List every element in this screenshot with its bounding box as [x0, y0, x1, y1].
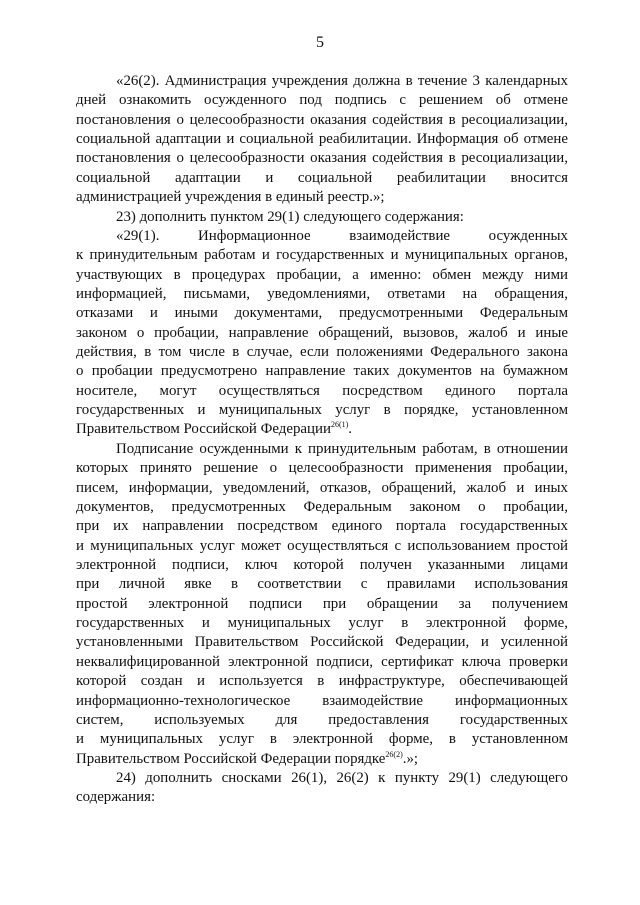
text-line: государственных и муниципальных услуг в порядке, установленном — [76, 402, 568, 419]
text-line: к принудительным работам и государственных и муниципальных органов, — [76, 247, 568, 264]
text-line: и муниципальных услуг может осуществляться с использованием простой — [76, 537, 568, 554]
text-line: постановления о целесообразности оказания содействия в ресоциализации, — [76, 111, 568, 128]
footnote-ref: 26(1) — [330, 420, 349, 430]
text-line: установленными Правительством Российской Федерации, и усиленной — [76, 634, 568, 651]
footnote-ref: 26(2) — [385, 749, 403, 759]
text-line: дней ознакомить осужденного под подпись с решением об отмене — [76, 92, 568, 109]
text-line: информацией, письмами, уведомлениями, ответами на обращения, — [76, 285, 568, 302]
text-line: действия, в том числе в случае, если положениями Федерального закона — [76, 344, 568, 361]
footnote-ref-tail: .»; — [402, 750, 419, 767]
text-line-with-footnote — [76, 420, 568, 439]
text-line: которых принято решение о целесообразности применения пробации, — [76, 460, 568, 477]
text-line: о пробации предусмотрено направление таких документов на бумажном — [76, 363, 568, 380]
text-line: документов, предусмотренных Федеральным законом о пробации, — [76, 498, 568, 515]
text-line: социальной адаптации и социальной реабилитации. Информация об отмене — [76, 131, 568, 148]
text-line: администрацией учреждения в единый реестр.»; — [76, 189, 385, 206]
text-line: 23) дополнить пунктом 29(1) следующего содержания: — [116, 208, 464, 225]
text-line: 24) дополнить сносками 26(1), 26(2) к пункту 29(1) следующего — [116, 769, 568, 786]
text-line: при их направлении посредством единого портала государственных — [76, 518, 568, 535]
text-line: социальной адаптации и социальной реабилитации вносится — [76, 169, 568, 186]
text-line: государственных и муниципальных услуг в электронной форме, — [76, 615, 568, 632]
text-line: отказами и иными документами, предусмотренными Федеральным — [76, 305, 568, 322]
text-line: Правительством Российской Федерации — [76, 421, 331, 438]
text-line: систем, используемых для предоставления государственных — [76, 711, 568, 728]
text-line: Правительством Российской Федерации порядке — [76, 750, 386, 767]
text-line: носителе, могут осуществляться посредством единого портала — [76, 382, 568, 399]
text-line: писем, информации, уведомлений, отказов, обращений, жалоб и иных — [76, 479, 568, 496]
text-line: неквалифицированной электронной подписи, сертификат ключа проверки — [76, 653, 568, 670]
text-line: Подписание осужденными к принудительным работам, в отношении — [116, 440, 568, 457]
text-line: при личной явке в соответствии с правилами использования — [76, 576, 568, 593]
text-line: простой электронной подписи при обращении за получением — [76, 595, 568, 612]
text-line-with-footnote — [76, 750, 568, 769]
text-line: постановления о целесообразности оказания содействия в ресоциализации, — [76, 150, 568, 167]
text-line: которой создан и используется в инфраструктуре, обеспечивающей — [76, 673, 568, 690]
text-line: законом о пробации, направление обращений, вызовов, жалоб и иные — [76, 324, 568, 341]
text-line: «29(1). Информационное взаимодействие осужденных — [116, 227, 568, 244]
document-body — [76, 72, 568, 808]
text-line: и муниципальных услуг в электронной форме, в установленном — [76, 731, 568, 748]
page-number: 5 — [316, 34, 324, 51]
footnote-ref-tail: . — [348, 421, 352, 438]
text-line: содержания: — [76, 789, 156, 806]
text-line: «26(2). Администрация учреждения должна в течение 3 календарных — [116, 73, 568, 89]
text-line: электронной подписи, ключ которой получен указанными лицами — [76, 556, 568, 573]
text-line: участвующих в процедурах пробации, а именно: обмен между ними — [76, 266, 568, 283]
text-line: информационно-технологическое взаимодействие информационных — [76, 692, 568, 709]
